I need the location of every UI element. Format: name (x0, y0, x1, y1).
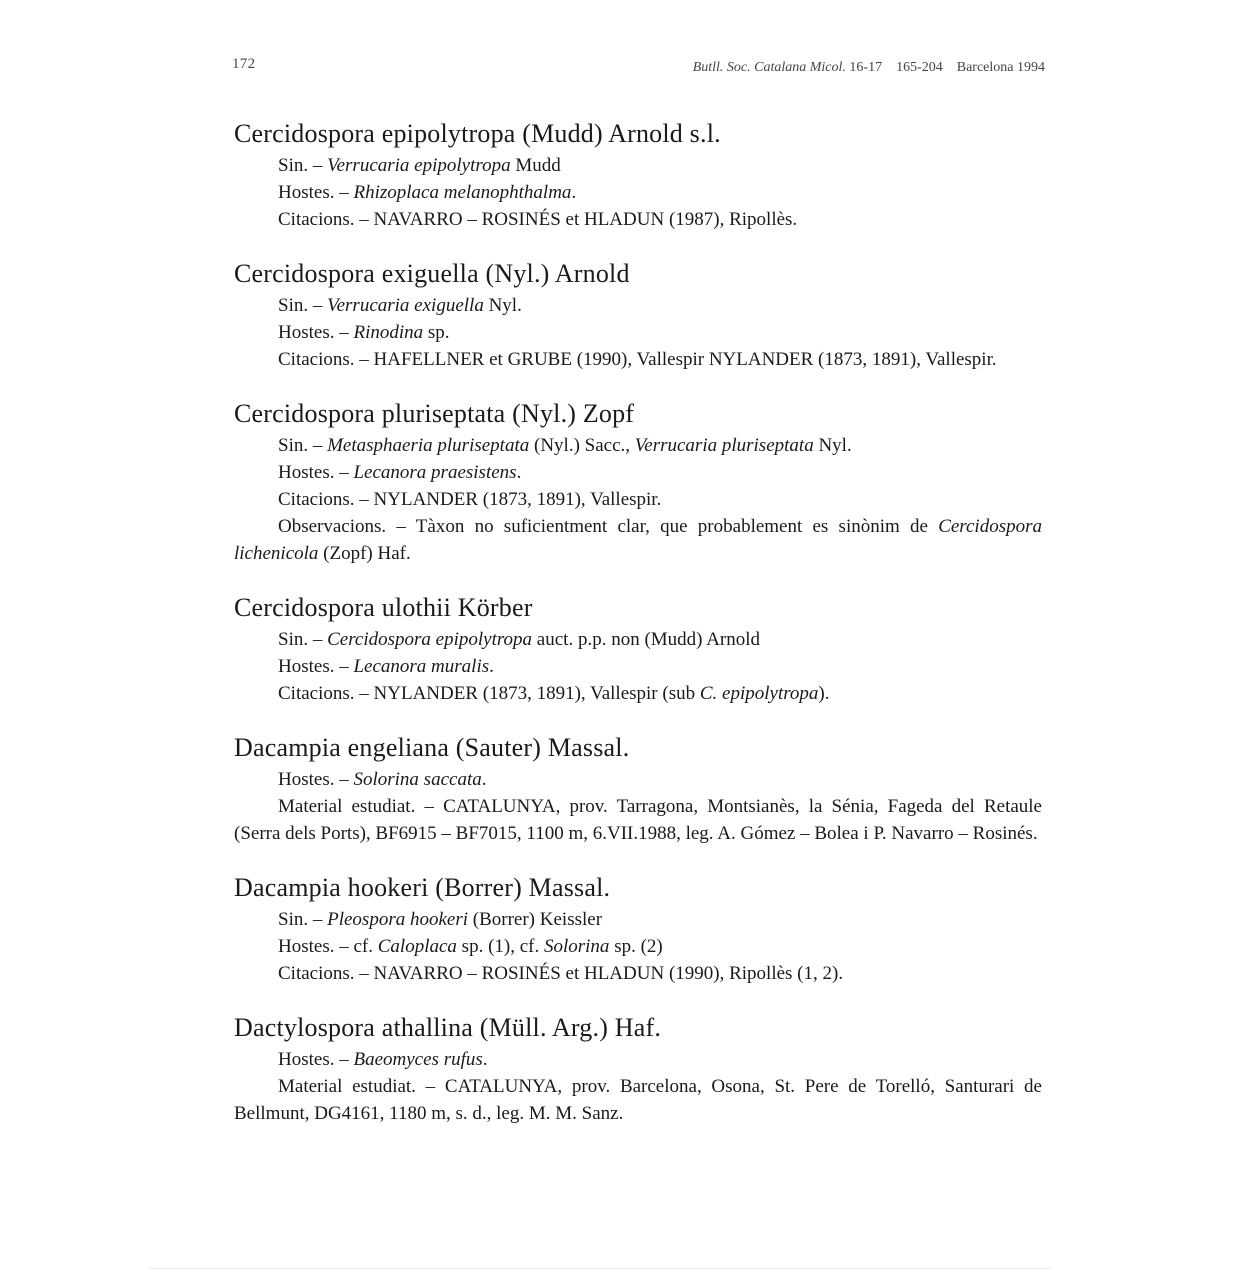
taxon-reference: Cercidospora lichenicola (234, 516, 1042, 564)
taxon-name: Dactylospora athallina (Müll. Arg.) Haf. (234, 1013, 662, 1042)
field-label: Citacions. – (278, 349, 369, 370)
citations-line (234, 680, 1042, 707)
synonym-author: (Borrer) Keissler (468, 909, 603, 930)
synonym-name: Pleospora hookeri (327, 909, 469, 930)
taxon-reference: C. epipolytropa (699, 683, 819, 704)
field-label: Hostes. – (278, 769, 349, 790)
hosts-line (234, 319, 1042, 346)
field-label: Hostes. – (278, 656, 349, 677)
volume: 16-17 (849, 60, 883, 75)
host-name: Solorina saccata (353, 769, 482, 790)
taxon-name: Dacampia engeliana (Sauter) Massal. (234, 733, 630, 762)
field-label: Citacions. – (278, 209, 369, 230)
taxon-name: Cercidospora exiguella (Nyl.) Arnold (234, 259, 630, 288)
host-name: Lecanora muralis (353, 656, 490, 677)
host-name: Solorina (543, 936, 610, 957)
text-fragment: sp. (1), cf. (456, 936, 544, 957)
field-label: Citacions. – (278, 683, 369, 704)
synonym-author: (Nyl.) Sacc., (529, 435, 635, 456)
synonym-author: auct. p.p. non (Mudd) Arnold (532, 629, 761, 650)
page-range: 165-204 (896, 60, 943, 75)
synonym-line (234, 432, 1042, 459)
journal-title: Butll. Soc. Catalana Micol. (692, 60, 846, 75)
citations-line (234, 486, 1042, 513)
citations-line (234, 206, 1042, 233)
observation-text: (Zopf) Haf. (318, 543, 411, 564)
synonym-line (234, 626, 1042, 653)
scan-edge-line (150, 1268, 1050, 1269)
species-list (234, 116, 1042, 1150)
field-label: Observacions. – (278, 516, 406, 537)
synonym-name: Verrucaria pluriseptata (634, 435, 814, 456)
synonym-name: Verrucaria exiguella (327, 295, 484, 316)
species-entry (234, 256, 1042, 373)
host-name: Lecanora praesistens (353, 462, 517, 483)
synonym-name: Verrucaria epipolytropa (327, 155, 511, 176)
species-entry (234, 730, 1042, 847)
species-entry (234, 396, 1042, 567)
synonym-name: Metasphaeria pluriseptata (327, 435, 530, 456)
field-label: Sin. – (278, 435, 323, 456)
citation-text: NYLANDER (1873, 1891), Vallespir. (373, 489, 662, 510)
species-entry (234, 870, 1042, 987)
field-label: Hostes. – (278, 1049, 349, 1070)
field-label: Material estudiat. – (278, 1076, 436, 1097)
taxon-name: Cercidospora ulothii Körber (234, 593, 533, 622)
host-name: Caloplaca (377, 936, 457, 957)
taxon-name: Cercidospora epipolytropa (Mudd) Arnold s.l. (234, 119, 721, 148)
taxon-name: Cercidospora pluriseptata (Nyl.) Zopf (234, 399, 635, 428)
synonym-line (234, 906, 1042, 933)
observation-text: Tàxon no suficientment clar, que probablement es sinònim de (415, 516, 939, 537)
synonym-line (234, 152, 1042, 179)
field-label: Sin. – (278, 909, 323, 930)
synonym-line (234, 292, 1042, 319)
hosts-line (234, 766, 1042, 793)
field-label: Sin. – (278, 295, 323, 316)
material-line (234, 793, 1042, 847)
hosts-line (234, 653, 1042, 680)
observations-line (234, 513, 1042, 567)
hosts-line (234, 179, 1042, 206)
field-label: Material estudiat. – (278, 796, 434, 817)
citation-text: NAVARRO – ROSINÉS et HLADUN (1990), Ripollès (1, 2). (373, 963, 844, 984)
hosts-line (234, 459, 1042, 486)
citations-line (234, 960, 1042, 987)
citations-line (234, 346, 1042, 373)
page-number: 172 (232, 56, 256, 72)
hosts-line (234, 933, 1042, 960)
field-label: Hostes. – (278, 462, 349, 483)
text-fragment: sp. (423, 322, 450, 343)
text-fragment: sp. (2) (609, 936, 663, 957)
host-name: Rinodina (353, 322, 424, 343)
field-label: Hostes. – (278, 322, 349, 343)
material-text: CATALUNYA, prov. Tarragona, Montsianès, la Sénia, Fageda del Retaule (Serra dels Ports), BF6915 – BF7015, 1100 m, 6.VII.1988, leg. A. Gómez – Bolea i P. Navarro – Rosinés. (234, 796, 1042, 844)
species-entry (234, 116, 1042, 233)
field-label: Hostes. – (278, 182, 349, 203)
running-head (693, 60, 1045, 76)
synonym-name: Cercidospora epipolytropa (327, 629, 533, 650)
hosts-line (234, 1046, 1042, 1073)
synonym-author: Mudd (510, 155, 561, 176)
material-text: CATALUNYA, prov. Barcelona, Osona, St. Pere de Torelló, Santurari de Bellmunt, DG4161, 1180 m, s. d., leg. M. M. Sanz. (234, 1076, 1042, 1124)
field-label: Citacions. – (278, 489, 369, 510)
text-fragment: . (516, 462, 522, 483)
material-line (234, 1073, 1042, 1127)
synonym-author: Nyl. (813, 435, 852, 456)
field-label: Sin. – (278, 629, 323, 650)
species-entry (234, 1010, 1042, 1127)
taxon-name: Dacampia hookeri (Borrer) Massal. (234, 873, 611, 902)
citation-text: NYLANDER (1873, 1891), Vallespir (sub (373, 683, 700, 704)
field-label: Sin. – (278, 155, 323, 176)
text-fragment: cf. (353, 936, 378, 957)
host-name: Rhizoplaca melanophthalma (353, 182, 572, 203)
text-fragment: . (571, 182, 577, 203)
synonym-author: Nyl. (483, 295, 522, 316)
text-fragment: . (482, 1049, 488, 1070)
text-fragment: . (489, 656, 494, 677)
field-label: Citacions. – (278, 963, 369, 984)
citation-text: ). (818, 683, 830, 704)
field-label: Hostes. – (278, 936, 349, 957)
host-name: Baeomyces rufus (353, 1049, 483, 1070)
citation-text: HAFELLNER et GRUBE (1990), Vallespir NYLANDER (1873, 1891), Vallespir. (373, 349, 997, 370)
text-fragment: . (481, 769, 487, 790)
place-year: Barcelona 1994 (956, 60, 1045, 75)
citation-text: NAVARRO – ROSINÉS et HLADUN (1987), Ripollès. (373, 209, 798, 230)
species-entry (234, 590, 1042, 707)
